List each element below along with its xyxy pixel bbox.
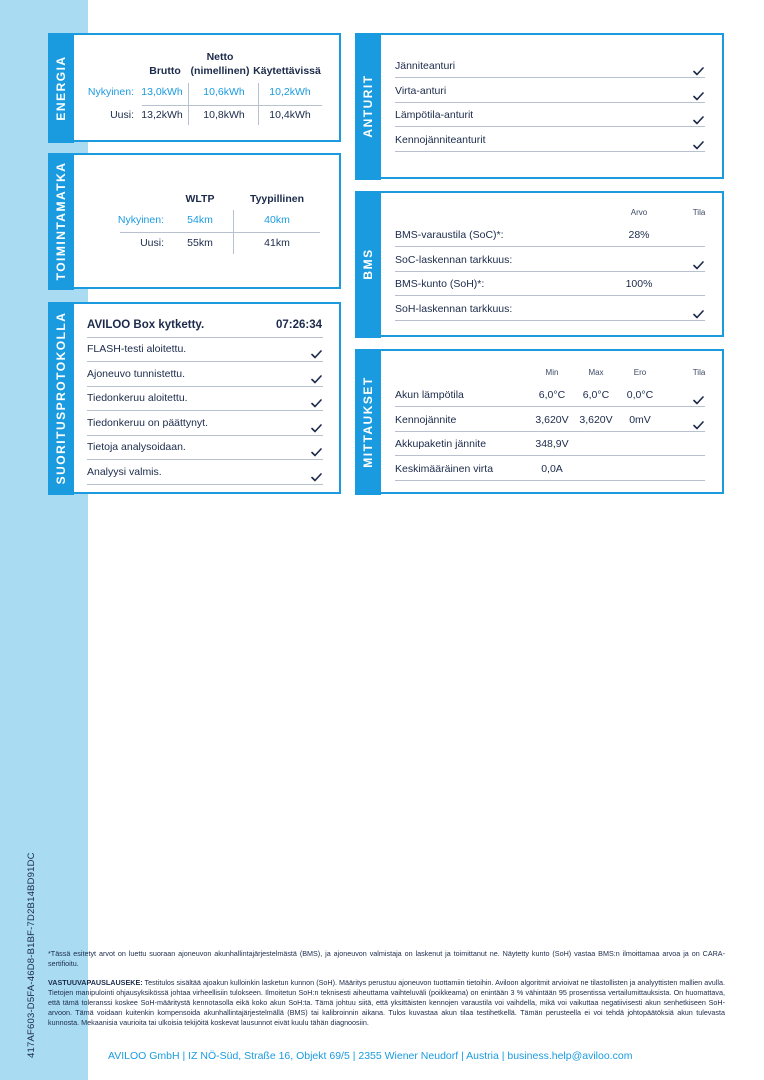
footnote-values: *Tässä esitetyt arvot on luettu suoraan ajoneuvon akunhallintajärjestelmästä (BMS), ja ajoneuvon valmistaja on laskenut ja toimittanut ne. Näytetty kunto (SoH) vastaa BMS:n ilmoittamaa arvoa ja on CARA-sertifioitu. [48, 949, 725, 968]
anturi-item: Virta-anturi [395, 84, 447, 97]
measurement-max: 6,0°C [582, 389, 610, 401]
toimintamatka-col-divider [233, 210, 234, 254]
energia-cell: 13,2kWh [141, 109, 183, 121]
toimintamatka-cell: 41km [264, 237, 290, 249]
anturit-panel [355, 33, 724, 179]
bms-tab [355, 191, 381, 338]
protocol-step-divider [87, 386, 323, 387]
energia-cell: 13,0kWh [141, 86, 183, 98]
check-icon [693, 417, 704, 426]
anturi-divider [395, 102, 705, 103]
check-icon [311, 444, 322, 453]
check-icon [693, 306, 704, 315]
check-icon [693, 137, 704, 146]
toimintamatka-tab-label: TOIMINTAMATKA [53, 161, 68, 281]
measurement-min: 348,9V [535, 438, 569, 450]
disclaimer-label: VASTUUVAPAUSLAUSEKE: [48, 978, 143, 987]
bms-row-value: 100% [625, 278, 653, 290]
toimintamatka-cell: 55km [187, 237, 213, 249]
protocol-title: AVILOO Box kytketty. [87, 319, 205, 331]
toimintamatka-divider [120, 232, 320, 233]
protocol-step-divider [87, 410, 323, 411]
bms-divider [395, 295, 705, 296]
toimintamatka-row-label: Nykyinen: [117, 214, 164, 226]
energia-cell: 10,6kWh [203, 86, 245, 98]
energia-cell: 10,4kWh [269, 109, 311, 121]
anturi-item: Kennojänniteanturit [395, 133, 486, 146]
bms-tab-label: BMS [360, 248, 375, 280]
anturi-item: Lämpötila-anturit [395, 109, 474, 121]
bms-panel [355, 191, 724, 337]
anturi-divider [395, 126, 705, 127]
mittaukset-col-tila: Tila [692, 368, 706, 377]
measurement-max: 3,620V [579, 413, 613, 426]
energia-row-label: Nykyinen: [87, 86, 134, 98]
check-icon [693, 112, 704, 121]
header-kaytettavissa: Käytettävissä [253, 65, 321, 77]
measurement-divider [395, 431, 705, 432]
measurement-label: Akkupaketin jännite [395, 438, 487, 450]
energia-col-divider-2 [258, 83, 259, 125]
disclaimer [48, 978, 725, 1028]
bms-row-value: 28% [628, 229, 650, 241]
measurement-min: 0,0A [541, 462, 563, 475]
measurement-min: 3,620V [535, 413, 569, 426]
mittaukset-tab-label: MITTAUKSET [360, 375, 375, 468]
header-wltp: WLTP [185, 193, 215, 205]
measurement-label: Keskimääräinen virta [395, 462, 494, 475]
check-icon [311, 395, 322, 404]
check-icon [311, 371, 322, 380]
protocol-step-divider [87, 484, 323, 485]
footer-contact: AVILOO GmbH | IZ NÖ-Süd, Straße 16, Objekt 69/5 | 2355 Wiener Neudorf | Austria | business.help@aviloo.com [108, 1050, 633, 1062]
energia-tab [48, 33, 74, 143]
mittaukset-col-min: Min [545, 368, 559, 377]
toimintamatka-panel [48, 153, 341, 289]
toimintamatka-cell: 54km [187, 214, 213, 226]
energia-panel [48, 33, 341, 142]
measurement-label: Akun lämpötila [395, 389, 464, 401]
anturit-tab-label: ANTURIT [360, 74, 375, 138]
check-icon [311, 346, 322, 355]
check-icon [311, 420, 322, 429]
suoritusprotokolla-tab-label: SUORITUSPROTOKOLLA [53, 311, 68, 485]
anturi-divider [395, 77, 705, 78]
bms-divider [395, 320, 705, 321]
mittaukset-panel [355, 349, 724, 494]
anturit-tab [355, 33, 381, 180]
energia-row-label: Uusi: [110, 109, 134, 121]
measurement-min: 6,0°C [538, 389, 566, 401]
bms-row-label: BMS-varaustila (SoC)*: [395, 229, 504, 241]
disclaimer-text: Testitulos sisältää ajoakun kulloinkin lasketun kunnon (SoH). Määritys perustuu ajoneuvon tuottamiin tietoihin. Aviloon algoritmit arvioivat ne tilastollisten ja analyyttisten mallien avulla. Tietojen manipulointi ohjausyksikössä johtaa virheellisiin tulokseen. Ilmoitetun SoH:n teknisesti aiheuttama vaihteluväli (poikkeama) on enintään 3 % vähintään 95 prosentissa vertailumittauksista. On huomattava, että tämä toleranssi koskee SoH-määritystä kennotasolla eikä koko akun SoH:ta. Tämä johtuu siitä, että yksittäisten kennojen varaustila voi vaihdella, mikä voi vaikuttaa negatiivisesti akun senhetkiseen SoH-arvoon. Tämä voidaan kuitenkin kompensoida akunhallintajärjestelmällä (BMS) tai kalibroinnin aikana. Tulos kuvastaa akun tilaa testihetkellä. Tämän perusteella ei voi tehdä johtopäätöksiä akun tulevasta kunnosta. Mekaanisia vaurioita tai ulkoisia tekijöitä koskevat lausunnot eivät kuulu tähän diagnoosiin. [48, 978, 725, 1027]
toimintamatka-tab [48, 153, 74, 290]
anturi-item: Jänniteanturi [395, 60, 456, 72]
bms-col-arvo: Arvo [630, 208, 648, 217]
protocol-step-divider [87, 361, 323, 362]
check-icon [693, 392, 704, 401]
measurement-divider [395, 480, 705, 481]
protocol-time: 07:26:34 [275, 319, 322, 331]
check-icon [693, 63, 704, 72]
header-brutto: Brutto [149, 65, 181, 77]
mittaukset-col-max: Max [588, 368, 604, 377]
measurement-divider [395, 455, 705, 456]
measurement-divider [395, 406, 705, 407]
protocol-step: Ajoneuvo tunnistettu. [87, 367, 186, 380]
header-netto: Netto [206, 51, 234, 63]
mittaukset-col-ero: Ero [633, 368, 647, 377]
measurement-ero: 0mV [629, 413, 651, 426]
measurement-label: Kennojännite [395, 413, 457, 426]
protocol-step-divider [87, 435, 323, 436]
bms-row-label: BMS-kunto (SoH)*: [395, 278, 485, 290]
check-icon [693, 88, 704, 97]
bms-divider [395, 271, 705, 272]
bms-divider [395, 246, 705, 247]
measurement-ero: 0,0°C [626, 389, 654, 401]
energia-tab-label: ENERGIA [53, 54, 68, 121]
energia-col-divider-1 [188, 83, 189, 125]
energia-cell: 10,2kWh [269, 86, 311, 98]
protocol-step: Analyysi valmis. [87, 465, 162, 478]
protocol-divider [87, 337, 323, 338]
mittaukset-tab [355, 349, 381, 495]
protocol-step: Tiedonkeruu aloitettu. [87, 392, 188, 404]
check-icon [693, 257, 704, 266]
protocol-step: FLASH-testi aloitettu. [87, 343, 187, 355]
protocol-step: Tietoja analysoidaan. [87, 441, 186, 453]
bms-row-label: SoC-laskennan tarkkuus: [395, 253, 513, 266]
check-icon [311, 469, 322, 478]
energia-divider [142, 105, 322, 106]
toimintamatka-cell: 40km [264, 214, 290, 226]
suoritusprotokolla-tab [48, 302, 74, 495]
header-tyypillinen: Tyypillinen [249, 193, 305, 205]
suoritusprotokolla-panel [48, 302, 341, 494]
toimintamatka-row-label: Uusi: [140, 237, 164, 249]
header-netto-sub: (nimellinen) [190, 65, 250, 77]
protocol-step: Tiedonkeruu on päättynyt. [87, 416, 209, 429]
bms-col-tila: Tila [692, 208, 706, 217]
bms-row-label: SoH-laskennan tarkkuus: [395, 302, 513, 315]
anturi-divider [395, 151, 705, 152]
document-id: 417AF603-D5FA-46D8-B1BF-7D2B14BD91DC [26, 852, 37, 1058]
protocol-step-divider [87, 459, 323, 460]
energia-cell: 10,8kWh [203, 109, 245, 121]
